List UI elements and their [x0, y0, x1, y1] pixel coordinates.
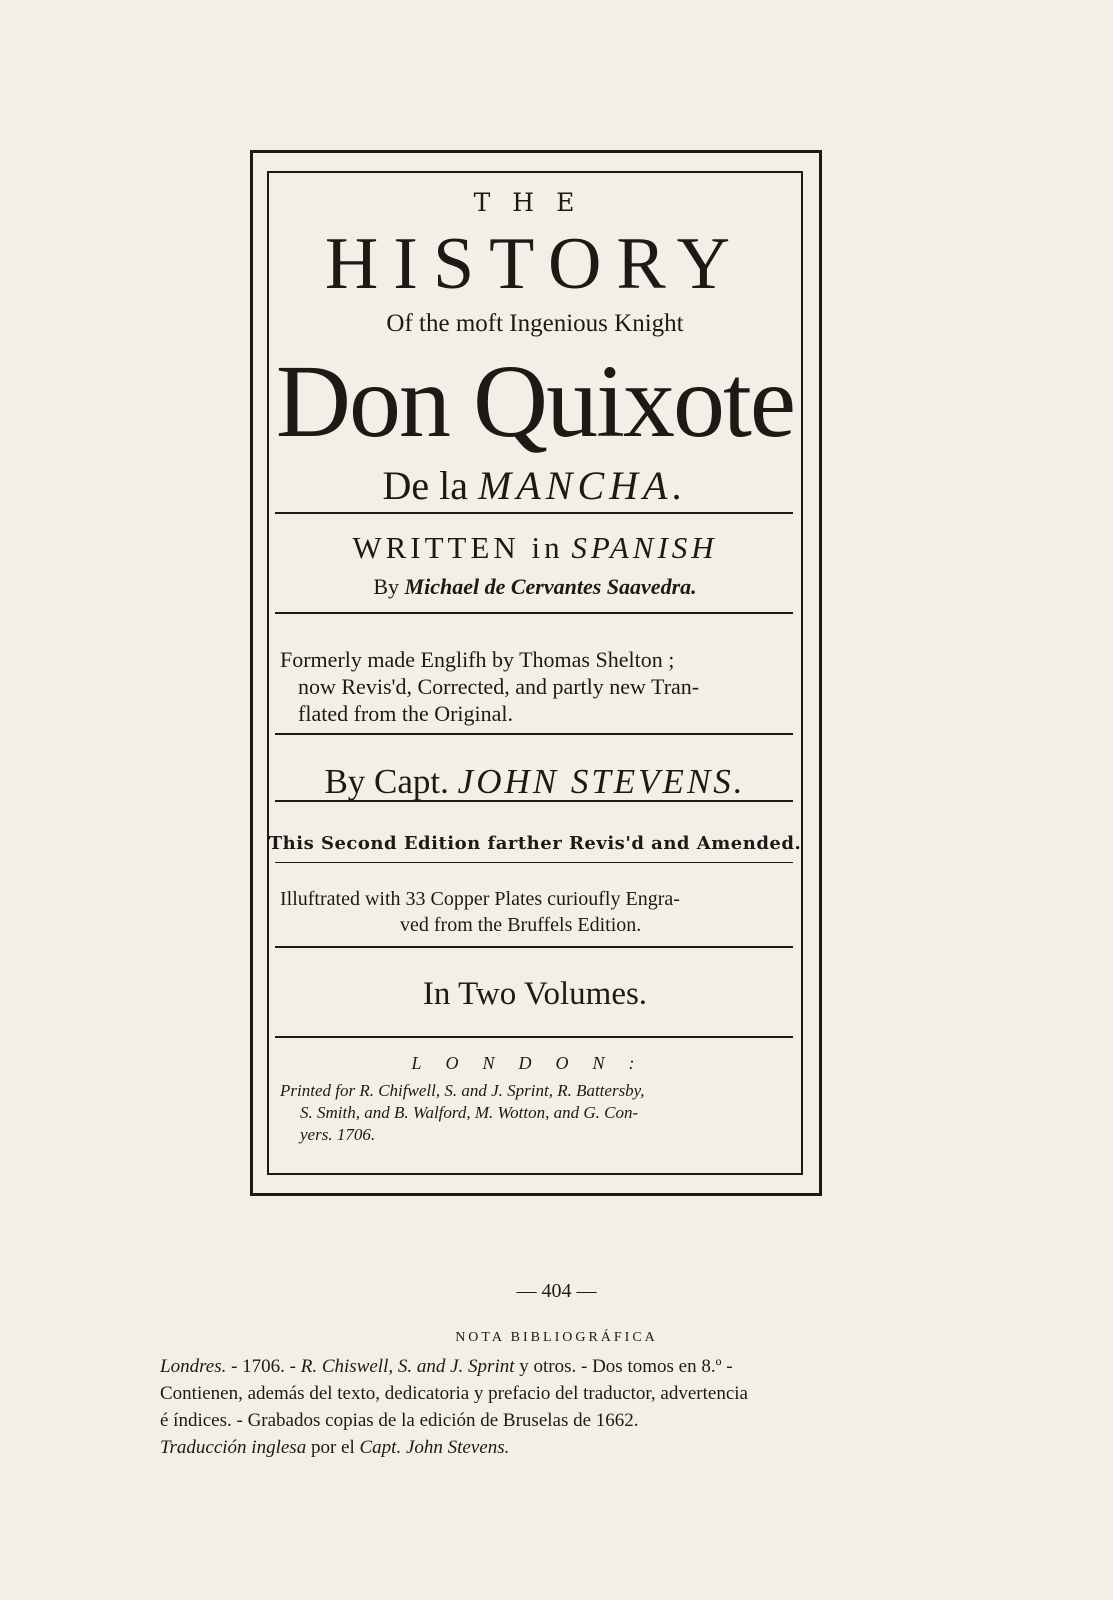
- divider-rule: [275, 1036, 793, 1038]
- divider-rule: [275, 733, 793, 735]
- divider-rule: [275, 862, 793, 863]
- page-number: — 404 —: [516, 1280, 597, 1302]
- nota-format: y otros. - Dos tomos en 8.º -: [514, 1356, 733, 1377]
- nota-line-4: [160, 1434, 920, 1461]
- illustrated-line-1: Illuftrated with 33 Copper Plates curioufly Engra-: [280, 888, 680, 910]
- illustrated-line-2: ved from the Bruffels Edition.: [400, 914, 642, 936]
- translator-line: [267, 762, 803, 802]
- printed-line-2: S. Smith, and B. Walford, M. Wotton, and G. Con-: [300, 1103, 639, 1122]
- nota-place: Londres.: [160, 1356, 227, 1377]
- title-history: HISTORY: [324, 223, 746, 305]
- by-capt-text: By Capt.: [324, 762, 449, 801]
- author-name: Michael de Cervantes Saavedra.: [404, 574, 697, 599]
- title-subtitle: Of the moft Ingenious Knight: [386, 310, 684, 337]
- formerly-line-1: Formerly made Englifh by Thomas Shelton ;: [280, 647, 675, 672]
- printed-line-3: yers. 1706.: [300, 1125, 376, 1144]
- nota-heading: NOTA BIBLIOGRÁFICA: [455, 1330, 658, 1345]
- volumes-line: In Two Volumes.: [422, 976, 648, 1012]
- nota-translator: Capt. John Stevens.: [359, 1437, 510, 1458]
- nota-line-3: é índices. - Grabados copias de la edición de Bruselas de 1662.: [160, 1410, 639, 1431]
- second-edition-line: This Second Edition farther Revis'd and Amended.: [268, 833, 802, 854]
- nota-translation: Traducción inglesa: [160, 1437, 307, 1458]
- title-de-la-mancha: [267, 462, 803, 509]
- written-in-text: WRITTEN in: [352, 530, 564, 565]
- written-in-spanish: [267, 530, 803, 566]
- imprint-place: LONDON:: [411, 1053, 659, 1073]
- translator-name: JOHN STEVENS.: [457, 762, 746, 801]
- spanish-text: SPANISH: [571, 530, 718, 565]
- divider-rule: [275, 946, 793, 948]
- by-text: By: [373, 574, 400, 599]
- nota-line-2: Contienen, además del texto, dedicatoria y prefacio del traductor, advertencia: [160, 1383, 748, 1404]
- author-line: [267, 574, 803, 600]
- formerly-line-3: flated from the Original.: [298, 701, 514, 726]
- translation-note: [280, 646, 800, 727]
- title-don-quixote: Don Quixote: [275, 344, 795, 459]
- title-the: THE: [473, 188, 597, 217]
- divider-rule: [275, 612, 793, 614]
- nota-body: [160, 1353, 920, 1461]
- divider-rule: [275, 800, 793, 802]
- illustrated-note: [280, 886, 800, 938]
- formerly-line-2: now Revis'd, Corrected, and partly new Tran-: [298, 674, 700, 699]
- imprint-printers: [280, 1080, 800, 1146]
- nota-line-1: [160, 1353, 920, 1380]
- de-la-text: De la: [382, 463, 469, 508]
- printed-line-1: Printed for R. Chifwell, S. and J. Sprint, R. Battersby,: [280, 1081, 645, 1100]
- nota-year: - 1706. -: [226, 1356, 301, 1377]
- divider-rule: [275, 512, 793, 514]
- nota-por-el: por el: [306, 1437, 360, 1458]
- mancha-text: MANCHA.: [478, 463, 688, 508]
- nota-publishers: R. Chiswell, S. and J. Sprint: [300, 1356, 515, 1377]
